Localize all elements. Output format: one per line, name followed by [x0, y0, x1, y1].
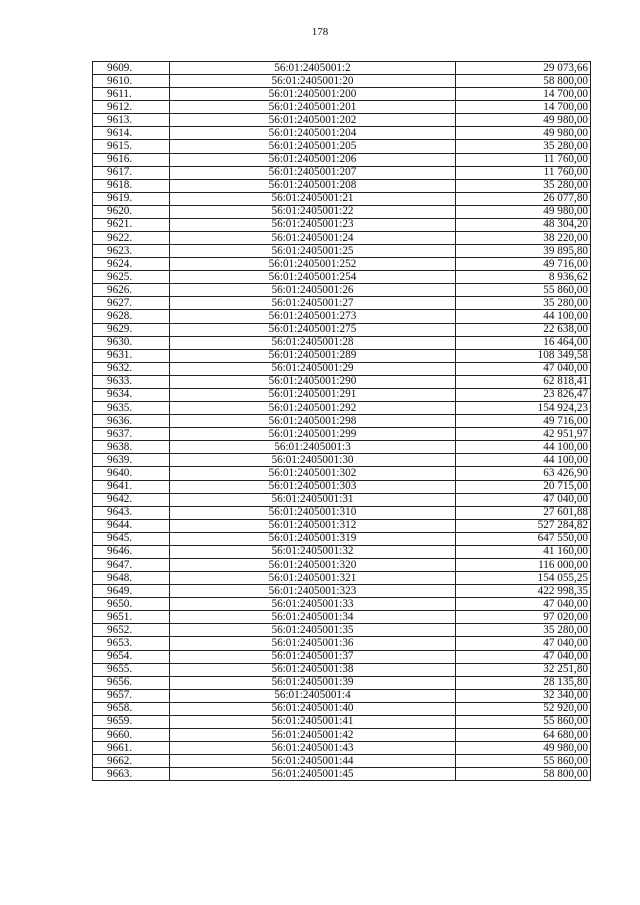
cadastral-number: 56:01:2405001:30	[170, 454, 456, 467]
table-row	[93, 336, 591, 349]
row-number: 9620.	[93, 205, 170, 218]
cadastral-value: 58 800,00	[456, 768, 591, 781]
row-number: 9628.	[93, 310, 170, 323]
cadastral-value: 97 020,00	[456, 611, 591, 624]
cadastral-number: 56:01:2405001:2	[170, 62, 456, 75]
cadastral-value: 47 040,00	[456, 650, 591, 663]
cadastral-value: 23 826,47	[456, 388, 591, 401]
cadastral-value: 52 920,00	[456, 702, 591, 715]
cadastral-number: 56:01:2405001:24	[170, 232, 456, 245]
cadastral-number: 56:01:2405001:32	[170, 545, 456, 558]
cadastral-number: 56:01:2405001:206	[170, 153, 456, 166]
table-row	[93, 179, 591, 192]
table-row	[93, 284, 591, 297]
cadastral-value: 47 040,00	[456, 493, 591, 506]
table-row	[93, 480, 591, 493]
table-row	[93, 127, 591, 140]
cadastral-number: 56:01:2405001:302	[170, 467, 456, 480]
cadastral-number: 56:01:2405001:22	[170, 205, 456, 218]
cadastral-number: 56:01:2405001:298	[170, 415, 456, 428]
row-number: 9619.	[93, 192, 170, 205]
table-row	[93, 101, 591, 114]
cadastral-number: 56:01:2405001:273	[170, 310, 456, 323]
table-row	[93, 676, 591, 689]
table-row	[93, 545, 591, 558]
cadastral-number: 56:01:2405001:291	[170, 388, 456, 401]
cadastral-number: 56:01:2405001:200	[170, 88, 456, 101]
cadastral-value: 527 284,82	[456, 519, 591, 532]
cadastral-value: 41 160,00	[456, 545, 591, 558]
table-row	[93, 415, 591, 428]
cadastral-number: 56:01:2405001:33	[170, 598, 456, 611]
cadastral-value: 55 860,00	[456, 715, 591, 728]
row-number: 9644.	[93, 519, 170, 532]
table-row	[93, 441, 591, 454]
row-number: 9610.	[93, 75, 170, 88]
table-row	[93, 62, 591, 75]
cadastral-value: 49 716,00	[456, 258, 591, 271]
cadastral-number: 56:01:2405001:208	[170, 179, 456, 192]
cadastral-number: 56:01:2405001:320	[170, 558, 456, 571]
cadastral-number: 56:01:2405001:28	[170, 336, 456, 349]
table-body	[93, 62, 591, 781]
cadastral-value: 49 716,00	[456, 415, 591, 428]
table-row	[93, 402, 591, 415]
cadastral-value: 47 040,00	[456, 362, 591, 375]
cadastral-value: 35 280,00	[456, 297, 591, 310]
cadastral-value: 108 349,58	[456, 349, 591, 362]
cadastral-number: 56:01:2405001:319	[170, 532, 456, 545]
table-row	[93, 388, 591, 401]
cadastral-value: 16 464,00	[456, 336, 591, 349]
cadastral-number: 56:01:2405001:289	[170, 349, 456, 362]
row-number: 9661.	[93, 742, 170, 755]
cadastral-number: 56:01:2405001:299	[170, 428, 456, 441]
row-number: 9612.	[93, 101, 170, 114]
cadastral-value: 27 601,88	[456, 506, 591, 519]
table-row	[93, 349, 591, 362]
cadastral-number: 56:01:2405001:44	[170, 755, 456, 768]
table-row	[93, 271, 591, 284]
table-row	[93, 768, 591, 781]
row-number: 9647.	[93, 558, 170, 571]
table-row	[93, 650, 591, 663]
cadastral-number: 56:01:2405001:312	[170, 519, 456, 532]
cadastral-number: 56:01:2405001:201	[170, 101, 456, 114]
row-number: 9634.	[93, 388, 170, 401]
row-number: 9626.	[93, 284, 170, 297]
cadastral-value: 22 638,00	[456, 323, 591, 336]
table-row	[93, 75, 591, 88]
table-row	[93, 572, 591, 585]
cadastral-value: 422 998,35	[456, 585, 591, 598]
row-number: 9629.	[93, 323, 170, 336]
table-row	[93, 114, 591, 127]
cadastral-value: 44 100,00	[456, 441, 591, 454]
cadastral-number: 56:01:2405001:39	[170, 676, 456, 689]
cadastral-value: 35 280,00	[456, 179, 591, 192]
row-number: 9642.	[93, 493, 170, 506]
row-number: 9640.	[93, 467, 170, 480]
cadastral-number: 56:01:2405001:42	[170, 728, 456, 741]
cadastral-value: 35 280,00	[456, 140, 591, 153]
table-row	[93, 728, 591, 741]
row-number: 9615.	[93, 140, 170, 153]
cadastral-number: 56:01:2405001:21	[170, 192, 456, 205]
table-row	[93, 428, 591, 441]
cadastral-value: 55 860,00	[456, 284, 591, 297]
cadastral-number: 56:01:2405001:202	[170, 114, 456, 127]
table-row	[93, 218, 591, 231]
row-number: 9659.	[93, 715, 170, 728]
table-row	[93, 140, 591, 153]
table-row	[93, 663, 591, 676]
row-number: 9645.	[93, 532, 170, 545]
cadastral-value-table	[92, 61, 591, 781]
row-number: 9623.	[93, 245, 170, 258]
cadastral-number: 56:01:2405001:275	[170, 323, 456, 336]
row-number: 9657.	[93, 689, 170, 702]
cadastral-number: 56:01:2405001:43	[170, 742, 456, 755]
cadastral-number: 56:01:2405001:27	[170, 297, 456, 310]
table-row	[93, 297, 591, 310]
table-row	[93, 598, 591, 611]
row-number: 9650.	[93, 598, 170, 611]
row-number: 9660.	[93, 728, 170, 741]
cadastral-number: 56:01:2405001:205	[170, 140, 456, 153]
cadastral-number: 56:01:2405001:29	[170, 362, 456, 375]
cadastral-value: 28 135,80	[456, 676, 591, 689]
cadastral-number: 56:01:2405001:252	[170, 258, 456, 271]
cadastral-value: 47 040,00	[456, 598, 591, 611]
cadastral-value: 39 895,80	[456, 245, 591, 258]
cadastral-value: 49 980,00	[456, 742, 591, 755]
cadastral-number: 56:01:2405001:207	[170, 166, 456, 179]
row-number: 9616.	[93, 153, 170, 166]
page-number: 178	[311, 26, 329, 38]
cadastral-value: 32 340,00	[456, 689, 591, 702]
row-number: 9632.	[93, 362, 170, 375]
cadastral-value: 44 100,00	[456, 454, 591, 467]
table-row	[93, 454, 591, 467]
row-number: 9639.	[93, 454, 170, 467]
table-row	[93, 258, 591, 271]
cadastral-number: 56:01:2405001:310	[170, 506, 456, 519]
table-row	[93, 585, 591, 598]
table-row	[93, 506, 591, 519]
row-number: 9649.	[93, 585, 170, 598]
row-number: 9648.	[93, 572, 170, 585]
table-row	[93, 232, 591, 245]
cadastral-value: 35 280,00	[456, 624, 591, 637]
row-number: 9624.	[93, 258, 170, 271]
row-number: 9658.	[93, 702, 170, 715]
cadastral-number: 56:01:2405001:40	[170, 702, 456, 715]
row-number: 9656.	[93, 676, 170, 689]
cadastral-number: 56:01:2405001:31	[170, 493, 456, 506]
row-number: 9662.	[93, 755, 170, 768]
cadastral-value: 14 700,00	[456, 88, 591, 101]
cadastral-value: 32 251,80	[456, 663, 591, 676]
cadastral-number: 56:01:2405001:3	[170, 441, 456, 454]
cadastral-value: 48 304,20	[456, 218, 591, 231]
row-number: 9637.	[93, 428, 170, 441]
cadastral-number: 56:01:2405001:323	[170, 585, 456, 598]
row-number: 9609.	[93, 62, 170, 75]
cadastral-number: 56:01:2405001:303	[170, 480, 456, 493]
row-number: 9631.	[93, 349, 170, 362]
cadastral-value: 49 980,00	[456, 127, 591, 140]
cadastral-number: 56:01:2405001:45	[170, 768, 456, 781]
cadastral-number: 56:01:2405001:290	[170, 375, 456, 388]
cadastral-value: 49 980,00	[456, 205, 591, 218]
row-number: 9625.	[93, 271, 170, 284]
table-row	[93, 624, 591, 637]
cadastral-value: 8 936,62	[456, 271, 591, 284]
cadastral-value: 154 055,25	[456, 572, 591, 585]
cadastral-value: 26 077,80	[456, 192, 591, 205]
cadastral-number: 56:01:2405001:34	[170, 611, 456, 624]
cadastral-value: 20 715,00	[456, 480, 591, 493]
row-number: 9611.	[93, 88, 170, 101]
table-row	[93, 375, 591, 388]
row-number: 9614.	[93, 127, 170, 140]
table-row	[93, 755, 591, 768]
table-row	[93, 715, 591, 728]
cadastral-value: 58 800,00	[456, 75, 591, 88]
row-number: 9636.	[93, 415, 170, 428]
cadastral-number: 56:01:2405001:36	[170, 637, 456, 650]
cadastral-value: 47 040,00	[456, 637, 591, 650]
cadastral-number: 56:01:2405001:254	[170, 271, 456, 284]
cadastral-value: 38 220,00	[456, 232, 591, 245]
cadastral-value: 647 550,00	[456, 532, 591, 545]
cadastral-number: 56:01:2405001:38	[170, 663, 456, 676]
row-number: 9630.	[93, 336, 170, 349]
cadastral-value: 29 073,66	[456, 62, 591, 75]
table-row	[93, 493, 591, 506]
table-row	[93, 245, 591, 258]
cadastral-number: 56:01:2405001:37	[170, 650, 456, 663]
cadastral-value: 116 000,00	[456, 558, 591, 571]
row-number: 9613.	[93, 114, 170, 127]
table-row	[93, 742, 591, 755]
row-number: 9643.	[93, 506, 170, 519]
cadastral-value: 11 760,00	[456, 153, 591, 166]
row-number: 9618.	[93, 179, 170, 192]
table-row	[93, 467, 591, 480]
cadastral-value: 154 924,23	[456, 402, 591, 415]
table-row	[93, 558, 591, 571]
row-number: 9638.	[93, 441, 170, 454]
cadastral-value: 42 951,97	[456, 428, 591, 441]
row-number: 9622.	[93, 232, 170, 245]
cadastral-value: 44 100,00	[456, 310, 591, 323]
row-number: 9633.	[93, 375, 170, 388]
cadastral-value: 11 760,00	[456, 166, 591, 179]
row-number: 9651.	[93, 611, 170, 624]
cadastral-number: 56:01:2405001:292	[170, 402, 456, 415]
row-number: 9655.	[93, 663, 170, 676]
row-number: 9617.	[93, 166, 170, 179]
cadastral-value: 49 980,00	[456, 114, 591, 127]
table-row	[93, 205, 591, 218]
table-row	[93, 153, 591, 166]
cadastral-number: 56:01:2405001:25	[170, 245, 456, 258]
row-number: 9621.	[93, 218, 170, 231]
table-row	[93, 310, 591, 323]
row-number: 9646.	[93, 545, 170, 558]
row-number: 9652.	[93, 624, 170, 637]
cadastral-value: 63 426,90	[456, 467, 591, 480]
table-row	[93, 532, 591, 545]
cadastral-number: 56:01:2405001:23	[170, 218, 456, 231]
cadastral-number: 56:01:2405001:41	[170, 715, 456, 728]
table-row	[93, 611, 591, 624]
row-number: 9654.	[93, 650, 170, 663]
row-number: 9653.	[93, 637, 170, 650]
row-number: 9635.	[93, 402, 170, 415]
table-row	[93, 702, 591, 715]
cadastral-number: 56:01:2405001:35	[170, 624, 456, 637]
table-row	[93, 166, 591, 179]
row-number: 9627.	[93, 297, 170, 310]
table-row	[93, 689, 591, 702]
cadastral-value: 55 860,00	[456, 755, 591, 768]
table-row	[93, 519, 591, 532]
cadastral-value: 64 680,00	[456, 728, 591, 741]
table-row	[93, 323, 591, 336]
table-row	[93, 362, 591, 375]
cadastral-value: 14 700,00	[456, 101, 591, 114]
cadastral-number: 56:01:2405001:20	[170, 75, 456, 88]
table-row	[93, 88, 591, 101]
cadastral-number: 56:01:2405001:26	[170, 284, 456, 297]
cadastral-number: 56:01:2405001:321	[170, 572, 456, 585]
row-number: 9663.	[93, 768, 170, 781]
row-number: 9641.	[93, 480, 170, 493]
cadastral-number: 56:01:2405001:4	[170, 689, 456, 702]
table-row	[93, 192, 591, 205]
table-row	[93, 637, 591, 650]
cadastral-number: 56:01:2405001:204	[170, 127, 456, 140]
cadastral-value: 62 818,41	[456, 375, 591, 388]
